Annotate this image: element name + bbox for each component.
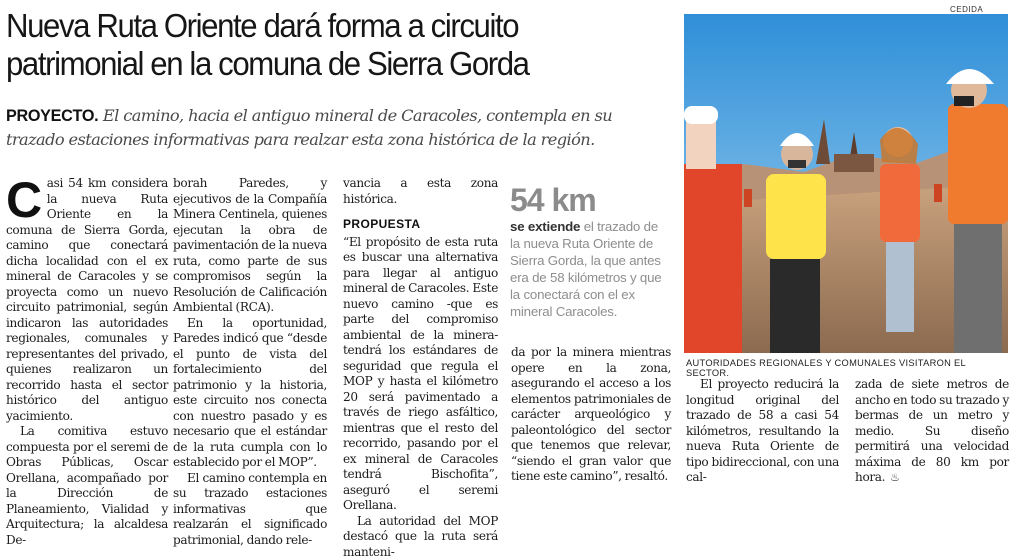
body-paragraph: La comitiva estuvo compuesta por el seremi de Obras Públicas, Oscar Orellana, acompañado por la Dirección de Planeamiento, Vialidad y Arquitectura; la alcaldesa De- — [6, 424, 168, 548]
photo-caption: AUTORIDADES REGIONALES Y COMUNALES VISITARON EL SECTOR. — [686, 358, 1010, 378]
photo-credit: CEDIDA — [950, 5, 983, 14]
body-paragraph: El camino contempla en su trazado estaciones informativas que realzarán el significado patrimonial, dando rele- — [173, 471, 327, 549]
highlight-text: se extiende el trazado de la nueva Ruta Oriente de Sierra Gorda, la que antes era de 58 kilómetros y que la conectará con el ex mineral Caracoles. — [510, 218, 670, 320]
lead-kicker: PROYECTO. — [6, 107, 98, 125]
headline: Nueva Ruta Oriente dará forma a circuito patrimonial en la comuna de Sierra Gorda — [6, 8, 625, 84]
lead-text: El camino, hacia el antiguo mineral de Caracoles, contempla en su trazado estaciones informativas para realzar esta zona histórica de la región. — [6, 106, 612, 149]
body-paragraph: zada de siete metros de ancho en todo su trazado y bermas de un metro y medio. Su diseño permitirá una velocidad máxima de 80 km por hora. ♨ — [855, 377, 1009, 486]
body-paragraph: La autoridad del MOP destacó que la ruta será manteni- — [343, 514, 498, 560]
body-paragraph: “El propósito de esta ruta es buscar una alternativa para llegar al antiguo mineral de Caracoles. Este nuevo camino -que es parte del compromiso ambiental de la minera- tendrá los estándares de seguridad que regula el MOP y hasta el kilómetro 20 será pavimentado a través de riego asfáltico, mientras que el resto del recorrido, pasando por el ex mineral de Caracoles tendrá Bischofita”, aseguró el seremi Orellana. — [343, 235, 498, 514]
body-paragraph: En la oportunidad, Paredes indicó que “desde el punto de vista del fortalecimiento del patrimonio y la historia, este circuito nos conecta con nuestro pasado y es necesario que el estándar de la ruta cumpla con lo establecido por el MOP”. — [173, 316, 327, 471]
body-column-2 — [173, 176, 327, 548]
body-column-1 — [6, 176, 168, 548]
body-paragraph: da por la minera mientras opere en la zona, asegurando el acceso a los elementos patrimoniales de carácter arqueológico y paleontológico del sector que tenemos que relevar, “siendo el gran valor que tiene este camino”, resaltó. — [511, 345, 671, 485]
body-paragraph: borah Paredes, y ejecutivos de la Compañía Minera Centinela, quienes ejecutan la obra de pavimentación de la nueva ruta, como parte de sus compromisos según la Resolución de Calificación Ambiental (RCA). — [173, 176, 327, 316]
highlight-bold: se extiende — [510, 219, 580, 234]
body-paragraph: Casi 54 km considera la nueva Ruta Oriente en la comuna de Sierra Gorda, camino que conectará dicha localidad con el ex mineral de Caracoles y se proyecta como un nuevo circuito patrimonial, según indicaron las autoridades regionales, comunales y representantes del privado, quienes realizaron un recorrido hasta el sector histórico del antiguo yacimiento. — [6, 176, 168, 424]
body-column-3 — [343, 176, 498, 560]
lead-paragraph — [6, 104, 674, 151]
end-mark-icon: ♨ — [890, 470, 900, 486]
body-column-4 — [511, 345, 671, 485]
drop-cap: C — [6, 179, 42, 221]
photo-illustration — [684, 14, 1008, 353]
body-column-6 — [855, 377, 1009, 486]
body-paragraph: vancia a esta zona histórica. — [343, 176, 498, 207]
body-column-5 — [686, 377, 839, 486]
body-paragraph: El proyecto reducirá la longitud original del trazado de 58 a casi 54 kilómetros, resultando la nueva Ruta Oriente de tipo bidireccional, con una cal- — [686, 377, 839, 486]
news-photo — [684, 14, 1008, 353]
section-subhead: PROPUESTA — [343, 217, 498, 233]
highlight-figure: 54 km — [510, 182, 596, 219]
